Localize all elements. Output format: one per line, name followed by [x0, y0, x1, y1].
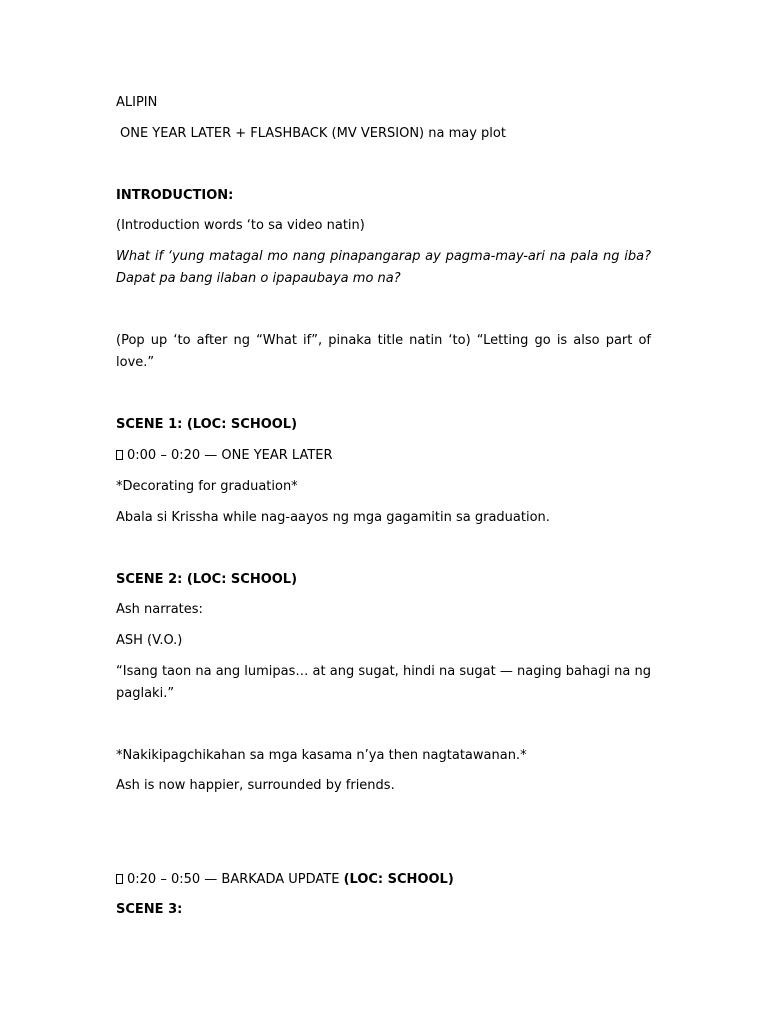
scene-1-timecode	[116, 448, 651, 464]
scene-1-heading: SCENE 1: (LOC: SCHOOL)	[116, 417, 298, 432]
document-subtitle: ONE YEAR LATER + FLASHBACK (MV VERSION) na may plot	[120, 126, 506, 141]
popup-title-note: (Pop up ‘to after ng “What if”, pinaka title natin ‘to) “Letting go is also part of love.”	[116, 333, 651, 370]
scene-2-quote: “Isang taon na ang lumipas… at ang sugat, hindi na sugat — naging bahagi na ng paglaki.”	[116, 664, 651, 701]
document-title: ALIPIN	[116, 95, 158, 110]
introduction-question: What if ‘yung matagal mo nang pinapangarap ay pagma-may-ari na pala ng iba? Dapat pa bang ilaban o ipapaubaya mo na?	[116, 249, 651, 286]
scene-1-action: *Decorating for graduation*	[116, 479, 298, 494]
missing-glyph-icon	[116, 450, 123, 460]
scene-2-speaker: ASH (V.O.)	[116, 633, 183, 648]
missing-glyph-icon	[116, 874, 123, 884]
scene-2-narrates: Ash narrates:	[116, 602, 203, 617]
scene-2-description: Ash is now happier, surrounded by friends.	[116, 778, 395, 793]
barkada-timecode	[116, 872, 651, 888]
scene-1-description: Abala si Krissha while nag-aayos ng mga gagamitin sa graduation.	[116, 510, 550, 525]
introduction-heading: INTRODUCTION:	[116, 188, 234, 203]
scene-1-time-text: 0:00 – 0:20 — ONE YEAR LATER	[127, 448, 333, 463]
introduction-note: (Introduction words ‘to sa video natin)	[116, 218, 365, 233]
scene-2-action: *Nakikipagchikahan sa mga kasama n’ya then nagtatawanan.*	[116, 748, 527, 763]
barkada-location: (LOC: SCHOOL)	[343, 872, 454, 887]
scene-2-heading: SCENE 2: (LOC: SCHOOL)	[116, 572, 298, 587]
scene-3-heading: SCENE 3:	[116, 902, 183, 917]
barkada-time-text: 0:20 – 0:50 — BARKADA UPDATE	[127, 872, 340, 887]
